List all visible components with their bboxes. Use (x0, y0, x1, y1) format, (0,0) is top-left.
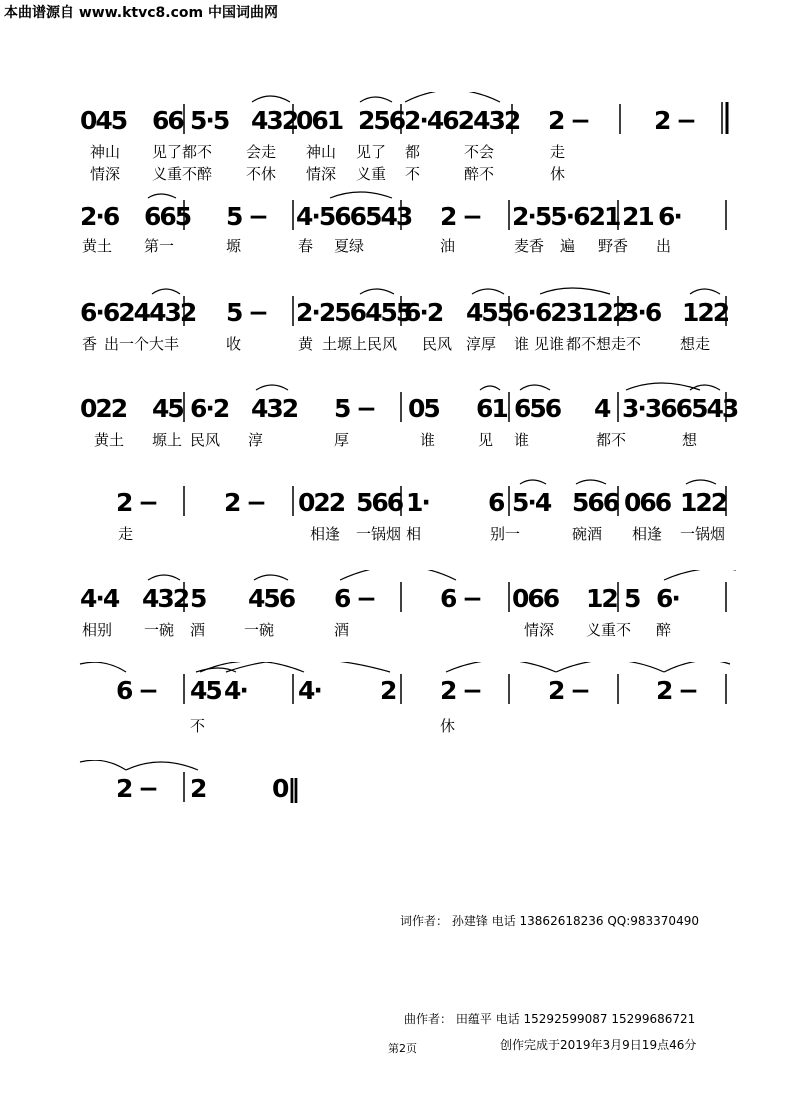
lyric: 见 (478, 431, 494, 449)
lyric: 见谁 (534, 335, 565, 353)
lyric: 厚 (334, 431, 350, 449)
note-group: 6· (656, 584, 679, 613)
note-group: 022 (80, 394, 127, 423)
lyric: 土塬上民风 (322, 335, 398, 353)
note-group: 3·6 (622, 298, 661, 327)
lyric: 出 (656, 237, 672, 255)
lyric: 会走 (246, 143, 277, 161)
score-system-7 (0, 662, 790, 742)
lyric: 醉不 (464, 165, 495, 183)
note-group: 61 (476, 394, 507, 423)
lyric: 相别 (82, 621, 113, 639)
note-group: 0‖ (272, 774, 298, 803)
lyric: 见了 (356, 143, 387, 161)
note-group: 5 (190, 584, 206, 613)
note-group: 2·256455 (296, 298, 412, 327)
note-group: 6 − (116, 676, 158, 705)
page-number: 第2页 (388, 1042, 417, 1055)
note-group: 2 − (654, 106, 696, 135)
note-group: 566 (572, 488, 619, 517)
note-group: 6·624432 (80, 298, 196, 327)
lyric: 黄土 (94, 431, 125, 449)
note-group: 432 (251, 106, 298, 135)
lyricist-contact: 13862618236 QQ:983370490 (519, 914, 699, 928)
lyric: 义重不 (586, 621, 632, 639)
note-group: 6 − (440, 584, 482, 613)
lyric: 不会 (464, 143, 495, 161)
note-group: 066 (624, 488, 671, 517)
note-group: 656 (514, 394, 561, 423)
lyric: 碗酒 (572, 525, 603, 543)
note-group: 432 (251, 394, 298, 423)
lyric: 麦香 (514, 237, 545, 255)
note-group: 12 (586, 584, 617, 613)
score-system-8 (0, 760, 790, 820)
lyric: 淳 (248, 431, 264, 449)
note-group: 6· (658, 202, 681, 231)
note-group: 1· (406, 488, 429, 517)
note-group: 432 (142, 584, 189, 613)
lyric: 野香 (598, 237, 629, 255)
note-group: 045 (80, 106, 127, 135)
lyric: 酒 (334, 621, 350, 639)
lyricist-label: 词作者： (400, 914, 449, 928)
lyric: 遍 (560, 237, 576, 255)
note-group: 5 − (334, 394, 376, 423)
lyric: 神山 (90, 143, 121, 161)
note-group: 2·55·621 (512, 202, 620, 231)
note-group: 455 (466, 298, 513, 327)
lyric: 想 (682, 431, 698, 449)
lyric: 谁 (420, 431, 436, 449)
lyric: 一碗 (244, 621, 275, 639)
lyric: 都不 (596, 431, 627, 449)
lyric: 义重 (356, 165, 387, 183)
note-group: 2 − (548, 106, 590, 135)
lyric: 相逢 (310, 525, 341, 543)
lyric: 走 (118, 525, 134, 543)
score-system-2 (0, 188, 790, 268)
score-system-1 (0, 92, 790, 192)
note-group: 5 − (226, 202, 268, 231)
lyric: 一锅烟 (680, 525, 726, 543)
lyric: 情深 (306, 165, 337, 183)
note-group: 2 − (116, 488, 158, 517)
page-header: 本曲谱源自 www.ktvc8.com 中国词曲网 (4, 5, 278, 21)
note-group: 5·5 (190, 106, 229, 135)
score-system-6 (0, 570, 790, 650)
lyricist-phone-label: 电话 (491, 914, 516, 928)
lyric: 民风 (422, 335, 453, 353)
note-group: 061 (296, 106, 343, 135)
lyric: 谁 (514, 335, 530, 353)
lyrics-line-1 (0, 716, 790, 738)
note-group: 5·4 (512, 488, 551, 517)
lyric: 酒 (190, 621, 206, 639)
composer-name: 田蕴平 (455, 1012, 492, 1026)
lyric: 收 (226, 335, 242, 353)
note-group: 6 (488, 488, 504, 517)
lyric: 不 (405, 165, 421, 183)
lyric: 都不想走 (566, 335, 627, 353)
note-group: 6 − (334, 584, 376, 613)
note-group: 4· (298, 676, 321, 705)
lyric: 油 (440, 237, 456, 255)
composer-credit (404, 1010, 695, 1027)
note-group: 5 (624, 584, 640, 613)
lyrics-line-1 (0, 142, 790, 164)
lyrics-line-1 (0, 430, 790, 452)
lyric: 情深 (524, 621, 555, 639)
lyrics-line-1 (0, 524, 790, 546)
lyric: 见了都不 (152, 143, 213, 161)
note-group: 566 (356, 488, 403, 517)
note-group: 2 (190, 774, 206, 803)
composer-contact: 15292599087 15299686721 (523, 1012, 696, 1026)
lyricist-credit (400, 912, 699, 929)
lyric: 想走 (680, 335, 711, 353)
lyric: 义重不醉 (152, 165, 213, 183)
note-group: 2 − (440, 676, 482, 705)
lyric: 走 (550, 143, 566, 161)
lyricist-name: 孙建锋 (451, 914, 488, 928)
lyric: 相 (406, 525, 422, 543)
lyrics-line-1 (0, 334, 790, 356)
lyric: 醉 (656, 621, 672, 639)
lyric: 出一个大丰 (104, 335, 180, 353)
lyric: 民风 (190, 431, 221, 449)
score-system-4 (0, 380, 790, 460)
score-system-3 (0, 284, 790, 364)
note-group: 3·366543 (622, 394, 738, 423)
composer-label: 曲作者： (404, 1012, 453, 1026)
note-group: 6·2 (190, 394, 229, 423)
lyric: 谁 (514, 431, 530, 449)
composer-phone-label: 电话 (495, 1012, 520, 1026)
note-group: 665 (144, 202, 191, 231)
note-group: 66 (152, 106, 183, 135)
lyrics-line-1 (0, 236, 790, 258)
note-group: 4 (594, 394, 610, 423)
note-group: 4· (224, 676, 247, 705)
note-group: 05 (408, 394, 439, 423)
note-group: 4·566543 (296, 202, 412, 231)
lyrics-line-1 (0, 620, 790, 642)
note-group: 122 (680, 488, 727, 517)
lyric: 别一 (490, 525, 521, 543)
lyrics-line-2 (0, 164, 790, 186)
lyric: 淳厚 (466, 335, 497, 353)
note-group: 2 − (116, 774, 158, 803)
score-system-5 (0, 474, 790, 554)
note-group: 256 (358, 106, 405, 135)
note-group: 2 − (548, 676, 590, 705)
lyric: 不 (626, 335, 642, 353)
lyric: 香 (82, 335, 98, 353)
note-group: 2 − (224, 488, 266, 517)
lyric: 塬上 (152, 431, 183, 449)
lyric: 一碗 (144, 621, 175, 639)
lyric: 都 (405, 143, 421, 161)
note-group: 022 (298, 488, 345, 517)
note-group: 45 (190, 676, 221, 705)
lyric: 塬 (226, 237, 242, 255)
lyric: 相逢 (632, 525, 663, 543)
lyric: 神山 (306, 143, 337, 161)
lyric: 黄 (298, 335, 314, 353)
barlines-and-slurs (0, 760, 790, 824)
lyric: 一锅烟 (356, 525, 402, 543)
lyric: 休 (550, 165, 566, 183)
lyric: 第一 (144, 237, 175, 255)
note-group: 6·2 (404, 298, 443, 327)
note-group: 2 − (440, 202, 482, 231)
note-group: 45 (152, 394, 183, 423)
note-group: 6·623122 (512, 298, 628, 327)
note-group: 21 (622, 202, 653, 231)
lyric: 黄土 (82, 237, 113, 255)
lyric: 情深 (90, 165, 121, 183)
note-group: 2 − (656, 676, 698, 705)
note-group: 456 (248, 584, 295, 613)
note-group: 066 (512, 584, 559, 613)
lyric: 不休 (246, 165, 277, 183)
note-group: 122 (682, 298, 729, 327)
lyric: 春 (298, 237, 314, 255)
lyric: 休 (440, 717, 456, 735)
completion-date: 创作完成于2019年3月9日19点46分 (500, 1038, 697, 1052)
note-group: 2·6 (80, 202, 119, 231)
lyric: 不 (190, 717, 206, 735)
note-group: 4·4 (80, 584, 119, 613)
note-group: 2 (380, 676, 396, 705)
lyric: 夏绿 (334, 237, 365, 255)
note-group: 2·462432 (404, 106, 520, 135)
note-group: 5 − (226, 298, 268, 327)
